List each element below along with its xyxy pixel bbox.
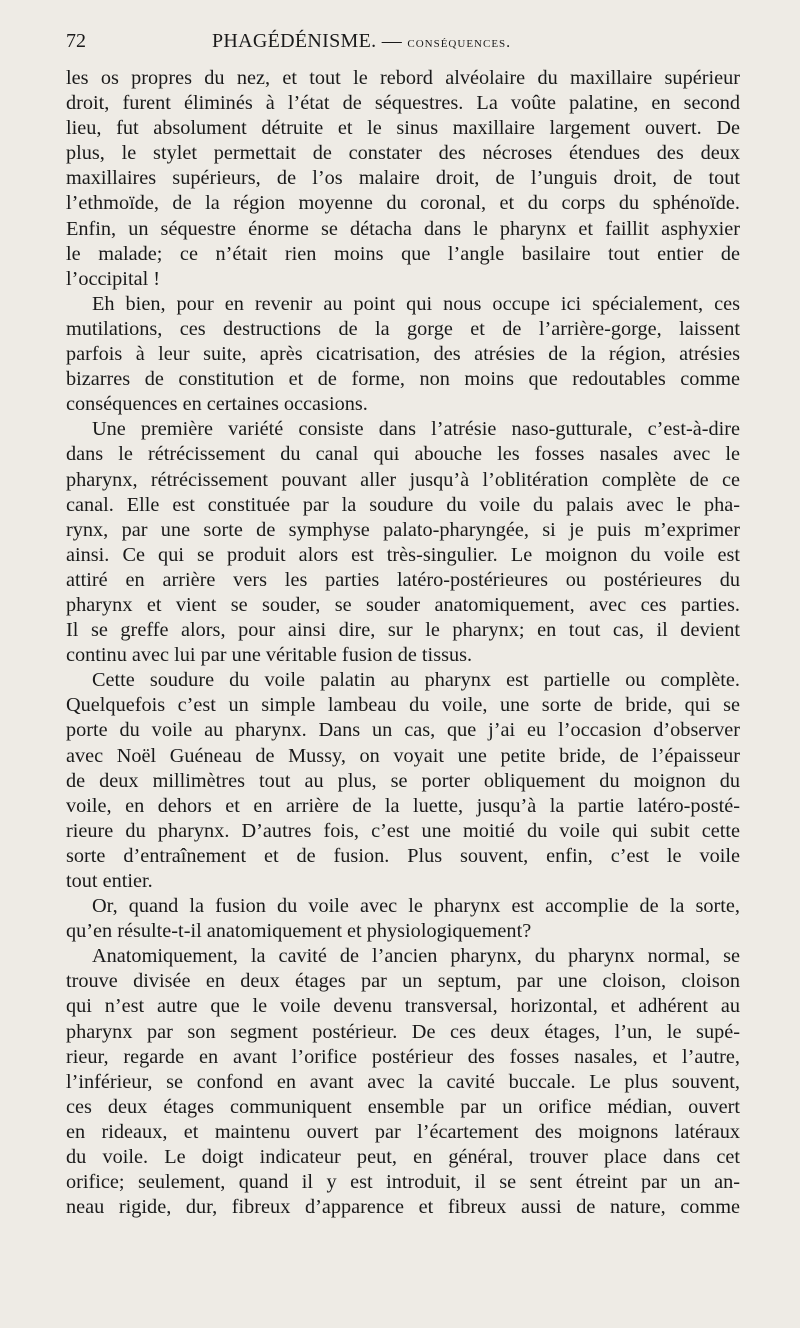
text-line: rieur, regarde en avant l’orifice postérieur des fosses nasales, et l’autre, [66,1045,740,1068]
text-line: trouve divisée en deux étages par un septum, par une cloison, cloison [66,970,740,993]
text-line: Anatomiquement, la cavité de l’ancien pharynx, du pharynx normal, se [92,945,740,968]
text-line: Quelquefois c’est un simple lambeau du voile, une sorte de bride, qui se [66,694,740,717]
text-line: Eh bien, pour en revenir au point qui nous occupe ici spécialement, ces [92,292,740,315]
text-line: l’ethmoïde, de la région moyenne du coronal, et du corps du sphénoïde. [66,192,740,215]
text-line: l’occipital ! [66,267,161,290]
header-dash: — [376,30,408,52]
text-line: Or, quand la fusion du voile avec le pharynx est accomplie de la sorte, [92,895,740,918]
text-line: qui n’est autre que le voile devenu transversal, horizontal, et adhérent au [66,995,740,1018]
text-line: Une première variété consiste dans l’atrésie naso-gutturale, c’est-à-dire [92,418,740,441]
text-line: ainsi. Ce qui se produit alors est très-singulier. Le moignon du voile est [66,543,740,566]
text-line: voile, en dehors et en arrière de la luette, jusqu’à la partie latéro-posté- [66,794,740,817]
text-line: du voile. Le doigt indicateur peut, en général, trouver place dans cet [66,1146,740,1169]
text-line: canal. Elle est constituée par la soudure du voile du palais avec le pha- [66,493,740,516]
text-line: pharynx par son segment postérieur. De ces deux étages, l’un, le supé- [66,1020,740,1043]
text-line: continu avec lui par une véritable fusion de tissus. [66,644,473,667]
text-line: tout entier. [66,870,153,892]
text-line: sorte d’entraînement et de fusion. Plus souvent, enfin, c’est le voile [66,844,740,867]
text-line: les os propres du nez, et tout le rebord alvéolaire du maxillaire supérieur [66,67,740,89]
header-subtitle: conséquences. [407,34,512,51]
text-line: en rideaux, et maintenu ouvert par l’écartement des moignons latéraux [66,1120,740,1143]
text-line: lieu, fut absolument détruite et le sinus maxillaire largement ouvert. De [66,117,740,140]
text-line: le malade; ce n’était rien moins que l’angle basilaire tout entier de [66,242,740,265]
text-line: conséquences en certaines occasions. [66,393,368,416]
text-line: orifice; seulement, quand il y est introduit, il se sent étreint par un an- [66,1171,740,1194]
text-line: rieure du pharynx. D’autres fois, c’est une moitié du voile qui subit cette [66,819,740,842]
text-line: attiré en arrière vers les parties latéro-postérieures ou postérieures du [66,568,740,591]
running-title [212,30,511,53]
text-line: Il se greffe alors, pour ainsi dire, sur le pharynx; en tout cas, il devient [66,619,740,642]
text-line: pharynx et vient se souder, se souder anatomiquement, avec ces parties. [66,593,740,616]
text-line: dans le rétrécissement du canal qui abouche les fosses nasales avec le [66,443,740,466]
text-line: neau rigide, dur, fibreux d’apparence et fibreux aussi de nature, comme [66,1196,740,1219]
running-header [66,30,740,62]
text-line: maxillaires supérieurs, de l’os malaire droit, de l’unguis droit, de tout [66,167,740,190]
text-line: Cette soudure du voile palatin au pharynx est partielle ou complète. [92,669,740,692]
text-line: pharynx, rétrécissement pouvant aller jusqu’à l’oblitération complète de ce [66,468,740,491]
text-line: droit, furent éliminés à l’état de séquestres. La voûte palatine, en second [66,92,740,115]
text-line: de deux millimètres tout au plus, se porter obliquement du moignon du [66,769,740,792]
text-line: porte du voile au pharynx. Dans un cas, que j’ai eu l’occasion d’observer [66,719,740,742]
text-line: l’inférieur, se confond en avant avec la cavité buccale. Le plus souvent, [66,1070,740,1093]
text-line: bizarres de constitution et de forme, non moins que redoutables comme [66,368,740,391]
text-line: plus, le stylet permettait de constater des nécroses étendues des deux [66,142,740,165]
text-line: ces deux étages communiquent ensemble par un orifice médian, ouvert [66,1095,740,1118]
text-line: Enfin, un séquestre énorme se détacha dans le pharynx et faillit asphyxier [66,217,740,240]
header-title: PHAGÉDÉNISME. [212,30,377,52]
text-line: mutilations, ces destructions de la gorge et de l’arrière-gorge, laissent [66,317,740,340]
text-line: parfois à leur suite, après cicatrisation, des atrésies de la région, atrésies [66,343,740,366]
text-line: rynx, par une sorte de symphyse palato-pharyngée, si je puis m’exprimer [66,518,740,541]
text-line: qu’en résulte-t-il anatomiquement et physiologiquement? [66,920,532,943]
text-line: avec Noël Guéneau de Mussy, on voyait une petite bride, de l’épaisseur [66,744,740,767]
body-text [66,66,740,1220]
page-number: 72 [66,30,86,52]
